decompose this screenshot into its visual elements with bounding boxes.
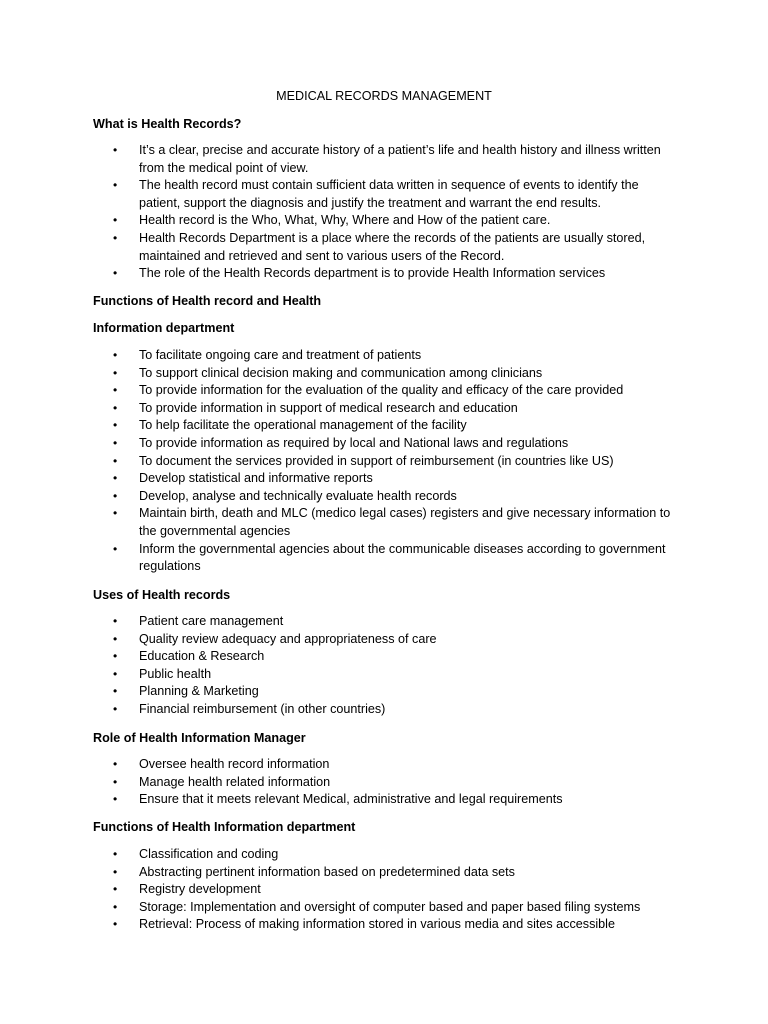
bullet-icon: • [113, 488, 118, 503]
bullet-icon: • [113, 774, 118, 789]
list-uses-of-health-records [0, 613, 700, 719]
bullet-icon: • [113, 435, 118, 450]
section-heading-role-of-him: Role of Health Information Manager [93, 731, 306, 745]
bullet-icon: • [113, 847, 118, 861]
list-item: • To help facilitate the operational management of the facility [0, 417, 700, 435]
bullet-icon: • [113, 506, 118, 521]
list-item: • Ensure that it meets relevant Medical, administrative and legal requirements [0, 791, 700, 809]
section-heading-functions-hi-department: Functions of Health Information department [93, 820, 356, 834]
list-item: • Oversee health record information [0, 756, 700, 774]
list-item: • Manage health related information [0, 774, 700, 792]
section-heading-what-is-health-records: What is Health Records? [93, 117, 242, 131]
list-item: • To provide information for the evaluation of the quality and efficacy of the care provided [0, 382, 700, 400]
list-role-of-him [0, 756, 700, 809]
bullet-icon: • [113, 213, 118, 228]
bullet-icon: • [113, 178, 118, 193]
bullet-icon: • [113, 684, 118, 699]
list-what-is-health-records [0, 142, 700, 283]
bullet-icon: • [113, 757, 118, 771]
list-item: • To support clinical decision making and communication among clinicians [0, 365, 700, 383]
list-item: • Quality review adequacy and appropriateness of care [0, 631, 700, 649]
list-item: • Education & Research [0, 648, 700, 666]
bullet-icon: • [113, 453, 118, 468]
bullet-icon: • [113, 666, 118, 681]
list-item: • To provide information as required by local and National laws and regulations [0, 435, 700, 453]
bullet-icon: • [113, 400, 118, 415]
list-item: • Registry development [0, 881, 700, 899]
section-heading-uses-of-health-records: Uses of Health records [93, 588, 231, 602]
document-title: MEDICAL RECORDS MANAGEMENT [276, 89, 492, 103]
list-item: • Abstracting pertinent information based on predetermined data sets [0, 864, 700, 882]
list-item: • Patient care management [0, 613, 700, 631]
list-item: • Storage: Implementation and oversight of computer based and paper based filing systems [0, 899, 700, 917]
list-item: • Health record is the Who, What, Why, Where and How of the patient care. [0, 212, 700, 230]
bullet-icon: • [113, 701, 118, 716]
list-functions-hi-department [0, 846, 700, 934]
section-heading-functions-health-record: Functions of Health record and Health [93, 294, 322, 308]
list-functions-health-record [0, 347, 700, 576]
bullet-icon: • [113, 631, 118, 646]
bullet-icon: • [113, 143, 118, 157]
list-item: • Develop statistical and informative reports [0, 470, 700, 488]
bullet-icon: • [113, 882, 118, 897]
list-item: • Classification and coding [0, 846, 700, 864]
section-heading-information-department: Information department [93, 321, 235, 335]
bullet-icon: • [113, 266, 118, 281]
list-item: • To facilitate ongoing care and treatment of patients [0, 347, 700, 365]
bullet-icon: • [113, 917, 118, 932]
list-item: • Maintain birth, death and MLC (medico legal cases) registers and give necessary information to the governmental agencies [113, 506, 671, 538]
list-item: • Inform the governmental agencies about the communicable diseases according to government regulations [113, 541, 666, 574]
bullet-icon: • [113, 348, 118, 362]
bullet-icon: • [113, 365, 118, 380]
list-item: • To document the services provided in support of reimbursement (in countries like US) [0, 453, 700, 471]
bullet-icon: • [113, 649, 118, 664]
list-item: • Health Records Department is a place where the records of the patients are usually stored, maintained and retrieved and sent to various users of the Record. [113, 230, 646, 263]
bullet-icon: • [113, 864, 118, 879]
list-item: • Public health [0, 666, 700, 684]
bullet-icon: • [113, 541, 118, 556]
list-item: • Planning & Marketing [0, 683, 700, 701]
list-item: • Financial reimbursement (in other countries) [0, 701, 700, 719]
bullet-icon: • [113, 230, 118, 245]
list-item: • It’s a clear, precise and accurate history of a patient’s life and health history and illness written from the medical point of view. [113, 143, 661, 175]
list-item: • The health record must contain sufficient data written in sequence of events to identify the patient, support the diagnosis and justify the treatment and warrant the end results. [113, 178, 639, 210]
bullet-icon: • [113, 899, 118, 914]
list-item: • Develop, analyse and technically evaluate health records [0, 488, 700, 506]
bullet-icon: • [113, 471, 118, 486]
bullet-icon: • [113, 383, 118, 398]
bullet-icon: • [113, 614, 118, 628]
bullet-icon: • [113, 418, 118, 433]
bullet-icon: • [113, 792, 118, 807]
list-item: • The role of the Health Records department is to provide Health Information services [0, 265, 700, 283]
list-item: • To provide information in support of medical research and education [0, 400, 700, 418]
list-item: • Retrieval: Process of making information stored in various media and sites accessible [0, 916, 700, 934]
